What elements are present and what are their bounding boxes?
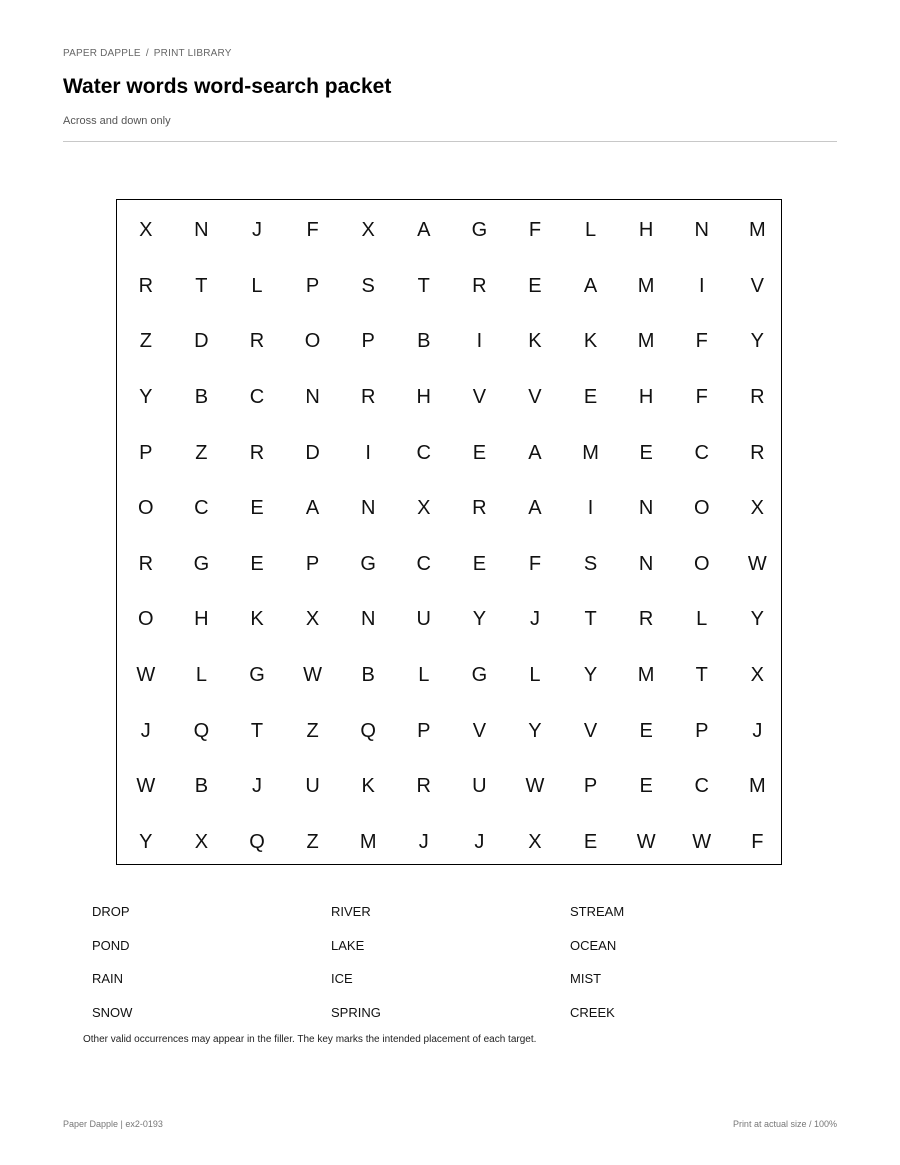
- grid-cell: R: [750, 441, 765, 464]
- grid-cell: P: [695, 719, 709, 742]
- grid-cell: R: [360, 386, 376, 409]
- grid-cell: T: [417, 274, 430, 297]
- grid-cell: T: [250, 719, 264, 742]
- grid-cell: H: [638, 386, 654, 409]
- grid-cell: W: [525, 775, 545, 798]
- grid-cell: X: [139, 219, 153, 242]
- grid-cell: V: [750, 274, 764, 297]
- grid-cell: L: [696, 608, 708, 631]
- grid-cell: I: [365, 441, 371, 464]
- grid-cell: B: [194, 775, 209, 798]
- grid-cell: V: [472, 719, 487, 742]
- grid-cell: R: [249, 441, 265, 464]
- grid-cell: J: [140, 719, 151, 742]
- grid-cell: X: [417, 497, 431, 520]
- grid-cell: M: [637, 274, 655, 297]
- grid-cell: A: [583, 274, 598, 297]
- grid-cell: R: [750, 386, 765, 409]
- grid-cell: E: [639, 775, 653, 798]
- grid-cell: X: [361, 219, 375, 242]
- grid-cell: Y: [528, 719, 542, 742]
- word-list-item: OCEAN: [570, 937, 617, 953]
- grid-cell: R: [638, 608, 654, 631]
- grid-cell: W: [747, 552, 767, 575]
- grid-cell: T: [195, 274, 208, 297]
- grid-cell: Y: [750, 608, 764, 631]
- grid-cell: R: [416, 775, 431, 798]
- grid-cell: O: [138, 497, 154, 520]
- word-list-item: STREAM: [570, 904, 625, 919]
- grid-cell: B: [417, 330, 431, 353]
- grid-cell: J: [418, 830, 429, 853]
- grid-cell: E: [250, 552, 264, 575]
- grid-cell: T: [584, 608, 597, 631]
- grid-cell: Q: [360, 719, 376, 742]
- grid-cell: P: [583, 775, 598, 798]
- grid-cell: D: [194, 330, 209, 353]
- grid-cell: L: [195, 664, 207, 687]
- grid-cell: F: [751, 830, 764, 853]
- grid-cell: M: [637, 330, 655, 353]
- grid-cell: E: [528, 274, 542, 297]
- grid-cell: J: [752, 719, 763, 742]
- grid-cell: I: [587, 497, 594, 520]
- word-list-item: RAIN: [92, 971, 124, 986]
- grid-cell: M: [748, 775, 766, 798]
- grid-cell: X: [750, 497, 764, 520]
- word-list-item: CREEK: [570, 1004, 615, 1020]
- grid-cell: V: [472, 386, 487, 409]
- grid-cell: S: [361, 274, 375, 297]
- grid-cell: K: [528, 330, 542, 353]
- grid-cell: G: [249, 664, 265, 687]
- grid-cell: T: [695, 664, 708, 687]
- grid-cell: W: [692, 830, 712, 853]
- grid-cell: N: [360, 497, 376, 520]
- grid-cell: H: [638, 219, 654, 242]
- breadcrumb: [63, 48, 232, 59]
- grid-cell: F: [528, 552, 542, 575]
- grid-cell: K: [361, 775, 375, 798]
- breadcrumb-separator: /: [145, 48, 149, 59]
- grid-cell: E: [583, 830, 598, 853]
- footer-id: Paper Dapple | ex2-0193: [63, 1119, 163, 1129]
- grid-cell: Y: [750, 330, 764, 353]
- grid-cell: L: [584, 219, 597, 242]
- grid-cell: D: [305, 441, 320, 464]
- grid-cell: A: [528, 497, 542, 520]
- grid-cell: J: [529, 608, 540, 631]
- grid-cell: W: [136, 664, 156, 687]
- grid-cell: E: [583, 386, 598, 409]
- letter-grid: [117, 203, 783, 870]
- grid-cell: W: [303, 664, 323, 687]
- grid-cell: N: [360, 608, 376, 631]
- grid-cell: A: [528, 441, 542, 464]
- grid-cell: Y: [139, 830, 153, 853]
- grid-cell: H: [416, 386, 431, 409]
- grid-cell: E: [639, 719, 653, 742]
- word-list-item: DROP: [92, 904, 130, 919]
- grid-cell: V: [528, 386, 542, 409]
- grid-cell: W: [136, 775, 156, 798]
- grid-cell: P: [305, 274, 320, 297]
- grid-cell: C: [249, 386, 265, 409]
- grid-cell: M: [748, 219, 766, 242]
- grid-cell: A: [305, 497, 320, 520]
- grid-cell: C: [416, 552, 431, 575]
- breadcrumb-section[interactable]: PRINT LIBRARY: [153, 48, 232, 59]
- grid-cell: M: [637, 664, 655, 687]
- breadcrumb-site[interactable]: PAPER DAPPLE: [63, 48, 141, 59]
- grid-cell: R: [472, 497, 487, 520]
- word-list-item: RIVER: [331, 904, 371, 919]
- grid-cell: A: [417, 219, 431, 242]
- grid-cell: N: [194, 219, 209, 242]
- header-divider: [63, 141, 837, 142]
- word-list-item: SPRING: [331, 1004, 381, 1020]
- grid-cell: Y: [472, 608, 487, 631]
- grid-cell: X: [528, 830, 542, 853]
- grid-cell: O: [304, 330, 321, 353]
- grid-cell: X: [750, 664, 764, 687]
- grid-cell: Y: [583, 664, 598, 687]
- grid-cell: O: [693, 497, 710, 520]
- grid-cell: E: [250, 497, 264, 520]
- word-list-item: POND: [92, 937, 130, 953]
- grid-cell: L: [251, 274, 263, 297]
- grid-cell: F: [306, 219, 319, 242]
- grid-cell: X: [194, 830, 209, 853]
- grid-cell: L: [418, 664, 430, 687]
- grid-cell: Z: [195, 441, 208, 464]
- grid-cell: O: [138, 608, 154, 631]
- page-subtitle: Across and down only: [63, 115, 171, 127]
- grid-cell: R: [138, 274, 154, 297]
- grid-cell: E: [472, 552, 487, 575]
- grid-cell: Q: [193, 719, 210, 742]
- word-list-item: ICE: [331, 971, 353, 986]
- grid-cell: J: [474, 830, 485, 853]
- grid-cell: E: [639, 441, 653, 464]
- grid-cell: J: [251, 219, 262, 242]
- grid-cell: W: [636, 830, 656, 853]
- grid-cell: S: [583, 552, 598, 575]
- grid-cell: P: [417, 719, 431, 742]
- grid-cell: G: [471, 664, 488, 687]
- grid-cell: U: [305, 775, 320, 798]
- grid-cell: P: [139, 441, 153, 464]
- grid-cell: K: [250, 608, 264, 631]
- grid-cell: R: [472, 274, 487, 297]
- grid-cell: G: [193, 552, 210, 575]
- grid-cell: O: [693, 552, 710, 575]
- page-title: Water words word-search packet: [63, 75, 392, 98]
- grid-cell: C: [694, 441, 709, 464]
- word-search-grid: [116, 199, 782, 865]
- word-list-item: SNOW: [92, 1004, 133, 1020]
- grid-cell: G: [360, 552, 376, 575]
- grid-cell: L: [529, 664, 541, 687]
- grid-cell: C: [194, 497, 209, 520]
- filler-note: Other valid occurrences may appear in the filler. The key marks the intended placement of each target.: [83, 1034, 537, 1045]
- grid-cell: P: [305, 552, 320, 575]
- grid-cell: P: [361, 330, 375, 353]
- grid-cell: C: [694, 775, 709, 798]
- grid-cell: I: [476, 330, 483, 353]
- grid-cell: N: [638, 497, 654, 520]
- grid-cell: C: [416, 441, 431, 464]
- grid-cell: R: [138, 552, 154, 575]
- grid-cell: Z: [139, 330, 152, 353]
- grid-cell: I: [698, 274, 705, 297]
- word-list-item: MIST: [570, 971, 602, 986]
- grid-cell: M: [359, 830, 377, 853]
- grid-cell: N: [638, 552, 654, 575]
- footer-print-hint: Print at actual size / 100%: [732, 1119, 837, 1129]
- grid-cell: B: [194, 386, 209, 409]
- grid-cell: Y: [139, 386, 153, 409]
- grid-cell: K: [583, 330, 598, 353]
- grid-cell: U: [416, 608, 431, 631]
- grid-cell: F: [695, 386, 708, 409]
- grid-cell: F: [695, 330, 708, 353]
- grid-cell: N: [305, 386, 320, 409]
- grid-cell: B: [361, 664, 375, 687]
- grid-cell: Z: [306, 830, 319, 853]
- grid-cell: M: [582, 441, 599, 464]
- grid-cell: F: [528, 219, 542, 242]
- grid-cell: H: [194, 608, 209, 631]
- grid-cell: G: [471, 219, 488, 242]
- grid-cell: Z: [306, 719, 319, 742]
- grid-cell: J: [251, 775, 262, 798]
- grid-cell: V: [583, 719, 598, 742]
- grid-cell: E: [472, 441, 487, 464]
- grid-cell: U: [472, 775, 487, 798]
- grid-cell: X: [305, 608, 320, 631]
- grid-cell: Q: [249, 830, 265, 853]
- word-list-item: LAKE: [331, 937, 365, 953]
- grid-cell: N: [694, 219, 709, 242]
- word-list: [92, 904, 812, 1038]
- grid-cell: R: [249, 330, 265, 353]
